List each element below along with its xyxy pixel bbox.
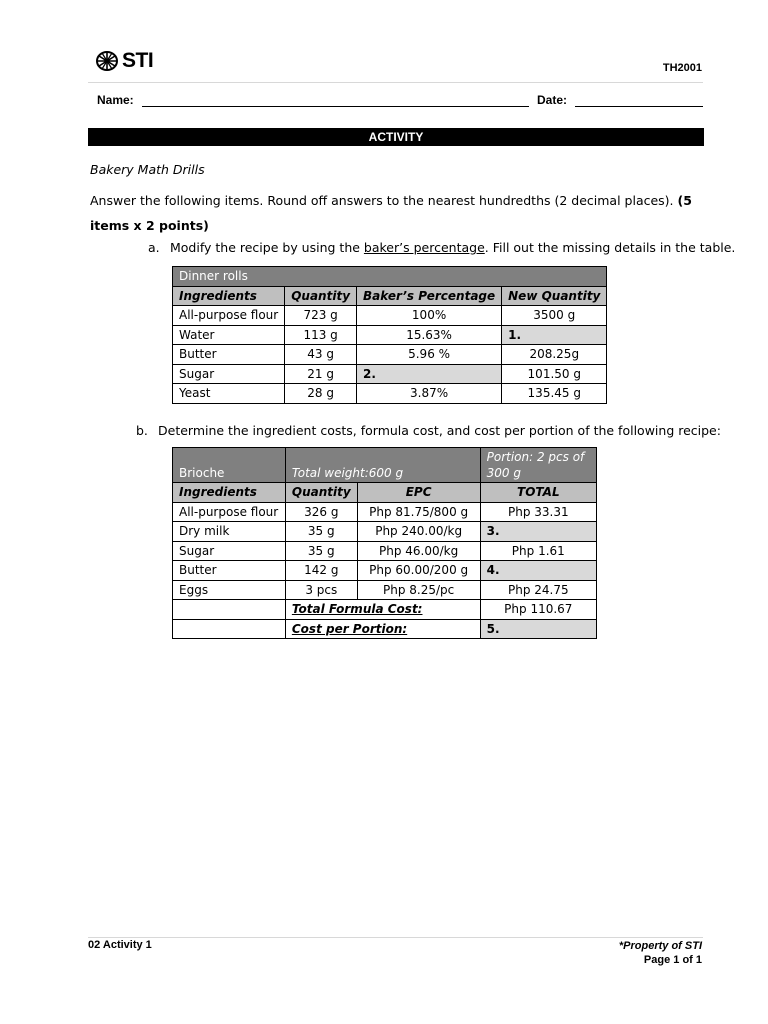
- cost-per-portion-label: [285, 619, 480, 639]
- table-row: [173, 306, 607, 326]
- table-row: [173, 522, 597, 542]
- table-row: [173, 325, 607, 345]
- table-row: [173, 561, 597, 581]
- cell-epc: Php 60.00/200 g: [357, 561, 480, 581]
- cell-ingredient: All-purpose flour: [173, 306, 285, 326]
- empty-cell: [173, 619, 286, 639]
- item-b-marker: b.: [136, 423, 148, 438]
- table-row: [173, 384, 607, 404]
- cell-bakers-percentage: 5.96 %: [357, 345, 502, 365]
- answer-cell-4[interactable]: 4.: [480, 561, 596, 581]
- item-a-text-before: Modify the recipe by using the: [170, 240, 364, 255]
- cell-ingredient: Butter: [173, 345, 285, 365]
- col-header: Baker’s Percentage: [357, 286, 502, 306]
- cell-epc: Php 81.75/800 g: [357, 502, 480, 522]
- brioche-table: [172, 447, 597, 639]
- cell-ingredient: Sugar: [173, 541, 286, 561]
- cell-bakers-percentage: 100%: [357, 306, 502, 326]
- table-row: [173, 619, 597, 639]
- answer-cell-2[interactable]: 2.: [357, 364, 502, 384]
- table-row: [173, 345, 607, 365]
- cell-quantity: 113 g: [285, 325, 357, 345]
- cell-quantity: 21 g: [285, 364, 357, 384]
- page-number: Page 1 of 1: [643, 954, 702, 966]
- cell-quantity: 28 g: [285, 384, 357, 404]
- cell-epc: Php 8.25/pc: [357, 580, 480, 600]
- cell-new-quantity: 135.45 g: [502, 384, 607, 404]
- instructions-text: Answer the following items. Round off answers to the nearest hundredths (2 decimal places).: [90, 193, 678, 208]
- cell-new-quantity: 208.25g: [502, 345, 607, 365]
- sti-logo: [96, 49, 153, 73]
- table-title: Brioche: [173, 448, 286, 483]
- col-header: Quantity: [285, 483, 357, 503]
- cell-ingredient: Water: [173, 325, 285, 345]
- answer-cell-5[interactable]: 5.: [480, 619, 596, 639]
- cell-epc: Php 46.00/kg: [357, 541, 480, 561]
- cell-ingredient: All-purpose flour: [173, 502, 286, 522]
- date-label: Date:: [537, 93, 568, 107]
- total-formula-cost-label: [285, 600, 480, 620]
- cell-quantity: 723 g: [285, 306, 357, 326]
- header-divider: [88, 82, 703, 83]
- cell-quantity: 326 g: [285, 502, 357, 522]
- name-field[interactable]: [142, 106, 529, 107]
- activity-subtitle: Bakery Math Drills: [90, 162, 205, 177]
- col-header: TOTAL: [480, 483, 596, 503]
- points-note: (5 items x 2 points): [90, 193, 692, 233]
- footer-divider: [88, 937, 703, 938]
- item-a-text-after: . Fill out the missing details in the table.: [484, 240, 736, 255]
- cell-ingredient: Sugar: [173, 364, 285, 384]
- cell-bakers-percentage: 15.63%: [357, 325, 502, 345]
- col-header: Ingredients: [173, 286, 285, 306]
- cell-new-quantity: 3500 g: [502, 306, 607, 326]
- date-field[interactable]: [575, 106, 703, 107]
- cell-total: Php 1.61: [480, 541, 596, 561]
- cell-ingredient: Yeast: [173, 384, 285, 404]
- cell-new-quantity: 101.50 g: [502, 364, 607, 384]
- table-row: [173, 364, 607, 384]
- table-row: [173, 502, 597, 522]
- table-title: Dinner rolls: [173, 267, 607, 287]
- footer-right: [619, 939, 702, 967]
- name-date-row: [97, 93, 704, 111]
- cell-quantity: 43 g: [285, 345, 357, 365]
- item-a-marker: a.: [148, 240, 160, 255]
- footer-activity-label: 02 Activity 1: [88, 939, 152, 951]
- cell-ingredient: Dry milk: [173, 522, 286, 542]
- logo-text: STI: [122, 49, 154, 72]
- col-header: Quantity: [285, 286, 357, 306]
- table-row: [173, 541, 597, 561]
- answer-cell-3[interactable]: 3.: [480, 522, 596, 542]
- cell-epc: Php 240.00/kg: [357, 522, 480, 542]
- portion-info: Portion: 2 pcs of 300 g: [480, 448, 596, 483]
- total-formula-cost-value: Php 110.67: [480, 600, 596, 620]
- document-code: TH2001: [662, 62, 702, 74]
- dinner-rolls-table: [172, 266, 607, 404]
- col-header: EPC: [357, 483, 480, 503]
- table-row: [173, 600, 597, 620]
- property-notice: *Property of STI: [618, 940, 702, 952]
- cell-quantity: 35 g: [285, 522, 357, 542]
- answer-cell-1[interactable]: 1.: [502, 325, 607, 345]
- total-weight: Total weight:600 g: [285, 448, 480, 483]
- col-header: New Quantity: [502, 286, 607, 306]
- cell-bakers-percentage: 3.87%: [357, 384, 502, 404]
- item-b: [136, 423, 721, 438]
- col-header: Ingredients: [173, 483, 286, 503]
- cell-total: Php 24.75: [480, 580, 596, 600]
- cell-quantity: 142 g: [285, 561, 357, 581]
- activity-banner: ACTIVITY: [88, 128, 704, 146]
- item-a-term: baker’s percentage: [363, 240, 485, 255]
- cell-ingredient: Butter: [173, 561, 286, 581]
- cell-ingredient: Eggs: [173, 580, 286, 600]
- empty-cell: [173, 600, 286, 620]
- cost-per-portion-text: Cost per Portion:: [291, 621, 408, 636]
- item-b-text: Determine the ingredient costs, formula cost, and cost per portion of the following recipe:: [158, 423, 721, 438]
- item-a: [148, 240, 735, 255]
- total-formula-cost-text: Total Formula Cost:: [291, 602, 423, 617]
- cell-total: Php 33.31: [480, 502, 596, 522]
- globe-icon: [96, 50, 120, 72]
- table-row: [173, 580, 597, 600]
- cell-quantity: 35 g: [285, 541, 357, 561]
- name-label: Name:: [97, 93, 134, 107]
- cell-quantity: 3 pcs: [285, 580, 357, 600]
- instructions: [90, 188, 702, 238]
